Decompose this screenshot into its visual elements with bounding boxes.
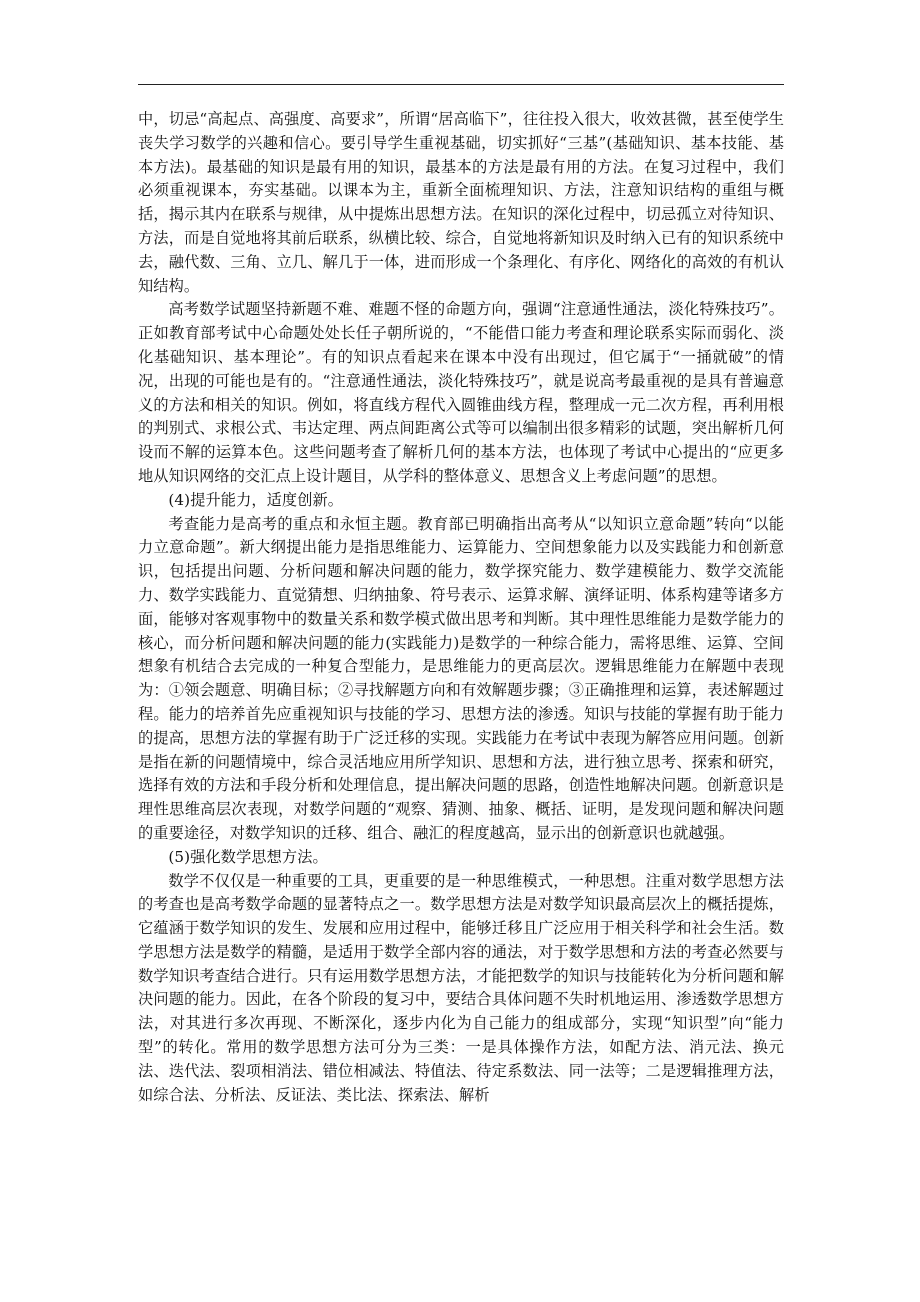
paragraph-general-methods: 高考数学试题坚持新题不难、难题不怪的命题方向，强调“注意通性通法，淡化特殊技巧”。正如教育部考试中心命题处处长任子朝所说的，“不能借口能力考查和理论联系实际而弱化、淡化基础知识、基本理论”。有的知识点看起来在课本中没有出现过，但它属于“一捅就破”的情况，出现的可能也是有的。“注意通性通法，淡化特殊技巧”，就是说高考最重视的是具有普遍意义的方法和相关的知识。例如，将直线方程代入圆锥曲线方程，整理成一元二次方程，再利用根的判别式、求根公式、韦达定理、两点间距离公式等可以编制出很多精彩的试题，突出解析几何设而不解的运算本色。这些问题考查了解析几何的基本方法，也体现了考试中心提出的“应更多地从知识网络的交汇点上设计题目，从学科的整体意义、思想含义上考虑问题”的思想。 xyxy=(138,300,784,485)
header-rule xyxy=(138,84,784,85)
paragraph-basics-continuation: 中，切忌“高起点、高强度、高要求”，所谓“居高临下”，往往投入很大，收效甚微，甚至使学生丧失学习数学的兴趣和信心。要引导学生重视基础，切实抓好“三基”(基础知识、基本技能、基本方法)。最基础的知识是最有用的知识，最基本的方法是最有用的方法。在复习过程中，我们必须重视课本，夯实基础。以课本为主，重新全面梳理知识、方法，注意知识结构的重组与概括，揭示其内在联系与规律，从中提炼出思想方法。在知识的深化过程中，切忌孤立对待知识、方法，而是自觉地将其前后联系，纵横比较、综合，自觉地将新知识及时纳入已有的知识系统中去，融代数、三角、立几、解几于一体，进而形成一个条理化、有序化、网络化的高效的有机认知结构。 xyxy=(138,110,784,295)
paragraph-ability: 考查能力是高考的重点和永恒主题。教育部已明确指出高考从“以知识立意命题”转向“以能力立意命题”。新大纲提出能力是指思维能力、运算能力、空间想象能力以及实践能力和创新意识，包括提出问题、分析问题和解决问题的能力，数学探究能力、数学建模能力、数学交流能力、数学实践能力、直觉猜想、归纳抽象、符号表示、运算求解、演绎证明、体系构建等诸多方面，能够对客观事物中的数量关系和数学模式做出思考和判断。其中理性思维能力是数学能力的核心，而分析问题和解决问题的能力(实践能力)是数学的一种综合能力，需将思维、运算、空间想象有机结合去完成的一种复合型能力，是思维能力的更高层次。逻辑思维能力在解题中表现为：①领会题意、明确目标；②寻找解题方向和有效解题步骤；③正确推理和运算，表述解题过程。能力的培养首先应重视知识与技能的学习、思想方法的渗透。知识与技能的掌握有助于能力的提高，思想方法的掌握有助于广泛迁移的实现。实践能力在考试中表现为解答应用问题。创新是指在新的问题情境中，综合灵活地应用所学知识、思想和方法，进行独立思考、探索和研究，选择有效的方法和手段分析和处理信息，提出解决问题的思路，创造性地解决问题。创新意识是理性思维高层次表现，对数学问题的“观察、猜测、抽象、概括、证明，是发现问题和解决问题的重要途径，对数学知识的迁移、组合、融汇的程度越高，显示出的创新意识也就越强。 xyxy=(138,514,784,842)
body-text xyxy=(138,108,784,1107)
section-heading-ability: (4)提升能力，适度创新。 xyxy=(168,490,344,509)
paragraph-math-thinking: 数学不仅仅是一种重要的工具，更重要的是一种思维模式，一种思想。注重对数学思想方法的考查也是高考数学命题的显著特点之一。数学思想方法是对数学知识最高层次上的概括提炼，它蕴涵于数学知识的发生、发展和应用过程中，能够迁移且广泛应用于相关科学和社会生活。数学思想方法是数学的精髓，是适用于数学全部内容的通法，对于数学思想和方法的考查必然要与数学知识考查结合进行。只有运用数学思想方法，才能把数学的知识与技能转化为分析问题和解决问题的能力。因此，在各个阶段的复习中，要结合具体问题不失时机地运用、渗透数学思想方法，对其进行多次再现、不断深化，逐步内化为自己能力的组成部分，实现“知识型”向“能力型”的转化。常用的数学思想方法可分为三类：一是具体操作方法，如配方法、消元法、换元法、迭代法、裂项相消法、错位相减法、特值法、待定系数法、同一法等；二是逻辑推理方法，如综合法、分析法、反证法、类比法、探索法、解析 xyxy=(138,871,784,1104)
section-heading-math-thinking: (5)强化数学思想方法。 xyxy=(168,847,328,866)
